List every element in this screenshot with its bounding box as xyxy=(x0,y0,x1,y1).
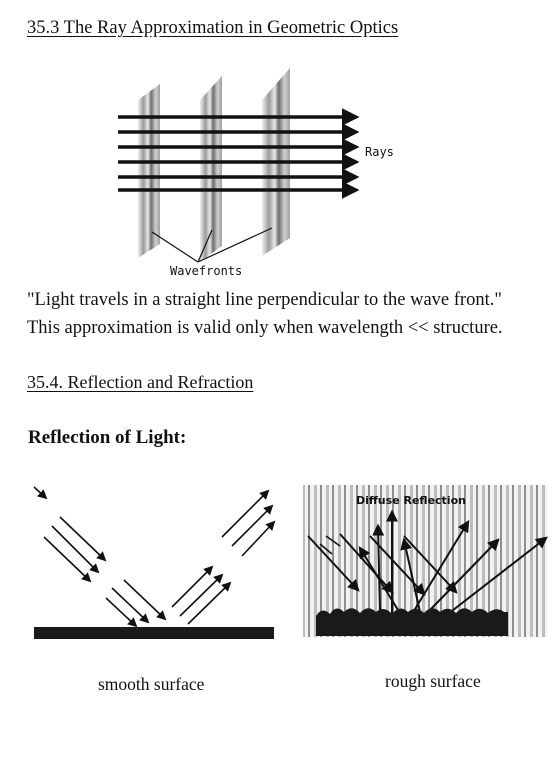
diffuse-reflection-label: Diffuse Reflection xyxy=(356,494,466,507)
ray-quote: "Light travels in a straight line perpendicular to the wave front." xyxy=(27,290,502,310)
rays-label: Rays xyxy=(365,145,394,159)
rough-surface-caption: rough surface xyxy=(385,671,481,691)
section-title-reflection-refraction: 35.4. Reflection and Refraction xyxy=(27,372,254,392)
section-title-ray-approximation: 35.3 The Ray Approximation in Geometric Optics xyxy=(27,18,399,38)
smooth-surface-caption: smooth surface xyxy=(98,674,205,694)
rough-surface xyxy=(316,608,508,636)
approximation-note: This approximation is valid only when wavelength << structure. xyxy=(27,318,503,338)
reflection-heading: Reflection of Light: xyxy=(28,427,187,448)
wavefronts-label: Wavefronts xyxy=(170,264,243,278)
